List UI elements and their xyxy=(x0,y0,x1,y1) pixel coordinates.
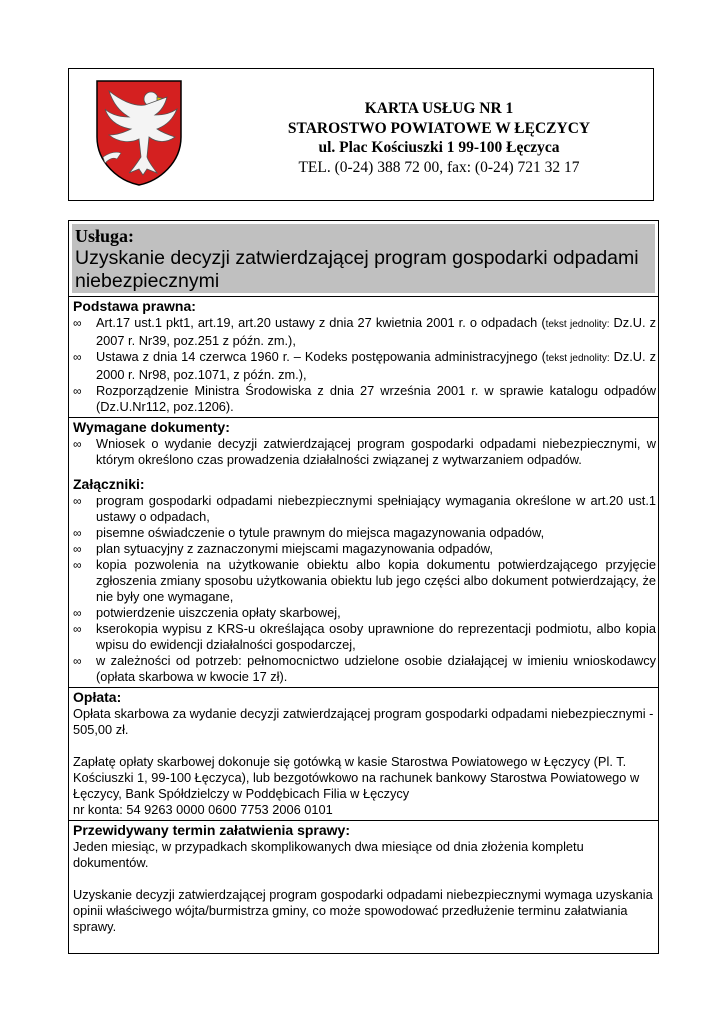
required-docs-list xyxy=(73,436,656,468)
infinity-bullet-icon: ∞ xyxy=(73,542,82,556)
list-item: ∞ Wniosek o wydanie decyzji zatwierdzającej program gospodarki odpadami niebezpiecznymi, w którym określono czas prowadzenia działalności związanej z wytwarzaniem odpadów. xyxy=(73,436,656,467)
header-address: ul. Plac Kościuszki 1 99-100 Łęczyca xyxy=(318,139,560,156)
list-item: ∞ w zależności od potrzeb: pełnomocnictwo udzielone osobie działającej w imieniu wnioskodawcy (opłata skarbowa w kwocie 17 zł). xyxy=(73,653,656,684)
legal-basis-list xyxy=(73,315,656,415)
list-item: ∞ pisemne oświadczenie o tytule prawnym do miejsca magazynowania odpadów, xyxy=(73,525,545,540)
infinity-bullet-icon: ∞ xyxy=(73,437,82,451)
bank-account-text: nr konta: 54 9263 0000 0600 7753 2006 0101 xyxy=(73,802,333,817)
fee-payment-text: Zapłatę opłaty skarbowej dokonuje się gotówką w kasie Starostwa Powiatowego w Łęczycy (Pl. T. Kościuszki 1, 99-100 Łęczyca), lub bezgotówkowo na rachunek bankowy Starostwa Powiatowego w Łęczycy, Bank Spółdzielczy w Poddębicach Filia w Łęczycy xyxy=(73,754,640,801)
list-item: ∞ Ustawa z dnia 14 czerwca 1960 r. – Kodeks postępowania administracyjnego (tekst jednolity: Dz.U. z 2000 r. Nr98, poz.1071, z późn. zm.), xyxy=(73,349,656,382)
legal-basis-section xyxy=(69,296,658,417)
list-item: ∞ kopia pozwolenia na użytkowanie obiektu albo kopia dokumentu potwierdzającego przyjęcie zgłoszenia zmiany sposobu użytkowania obiektu lub jego części albo dokument potwierdzający, że nie były one wymagane, xyxy=(73,557,656,604)
list-item: ∞ kserokopia wypisu z KRS-u określająca osoby uprawnione do reprezentacji podmiotu, albo kopia wpisu do ewidencji działalności gospodarczej, xyxy=(73,621,656,652)
header-contact: TEL. (0-24) 388 72 00, fax: (0-24) 721 32 17 xyxy=(298,158,580,176)
header-office: STAROSTWO POWIATOWE W ŁĘCZYCY xyxy=(287,119,591,137)
list-item: ∞ potwierdzenie uiszczenia opłaty skarbowej, xyxy=(73,605,341,620)
attachments-list xyxy=(73,493,656,685)
infinity-bullet-icon: ∞ xyxy=(73,384,82,398)
fee-title: Opłata: xyxy=(73,689,122,705)
service-card xyxy=(68,220,659,954)
infinity-bullet-icon: ∞ xyxy=(73,558,82,572)
legal-basis-title: Podstawa prawna: xyxy=(73,298,196,314)
list-item: ∞ Art.17 ust.1 pkt1, art.19, art.20 ustawy z dnia 27 kwietnia 2001 r. o odpadach (tekst jednolity: Dz.U. z 2007 r. Nr39, poz.251 z późn. zm.), xyxy=(73,315,656,348)
infinity-bullet-icon: ∞ xyxy=(73,526,82,540)
deadline-title: Przewidywany termin załatwienia sprawy: xyxy=(73,822,350,838)
infinity-bullet-icon: ∞ xyxy=(73,350,82,364)
service-label: Usługa: xyxy=(75,226,135,246)
list-item: ∞ program gospodarki odpadami niebezpiecznymi spełniający wymagania określone w art.20 ust.1 ustawy o odpadach, xyxy=(73,493,656,524)
fee-amount-text: Opłata skarbowa za wydanie decyzji zatwierdzającej program gospodarki odpadami niebezpiecznymi - 505,00 zł. xyxy=(73,706,654,737)
required-docs-section xyxy=(69,417,658,687)
service-title: Uzyskanie decyzji zatwierdzającej program gospodarki odpadami niebezpiecznymi xyxy=(75,247,639,292)
header-title: KARTA USŁUG NR 1 xyxy=(364,100,514,117)
infinity-bullet-icon: ∞ xyxy=(73,316,82,330)
infinity-bullet-icon: ∞ xyxy=(73,606,82,620)
deadline-text: Jeden miesiąc, w przypadkach skomplikowanych dwa miesiące od dnia złożenia kompletu dokumentów. xyxy=(73,839,584,870)
infinity-bullet-icon: ∞ xyxy=(73,622,82,636)
header-box xyxy=(68,68,654,201)
deadline-section xyxy=(69,820,658,937)
fee-section xyxy=(69,687,658,820)
infinity-bullet-icon: ∞ xyxy=(73,494,82,508)
attachments-title: Załączniki: xyxy=(73,476,145,492)
infinity-bullet-icon: ∞ xyxy=(73,654,82,668)
deadline-note-text: Uzyskanie decyzji zatwierdzającej program gospodarki odpadami niebezpiecznymi wymaga uzyskania opinii właściwego wójta/burmistrza gminy, co może spowodować przedłużenie terminu załatwiania sprawy. xyxy=(73,887,653,934)
header-text xyxy=(249,99,629,177)
service-heading xyxy=(72,224,655,293)
coat-of-arms-icon xyxy=(93,77,185,187)
required-docs-title: Wymagane dokumenty: xyxy=(73,419,230,435)
list-item: ∞ plan sytuacyjny z zaznaczonymi miejscami magazynowania odpadów, xyxy=(73,541,493,556)
list-item: ∞ Rozporządzenie Ministra Środowiska z dnia 27 września 2001 r. w sprawie katalogu odpadów (Dz.U.Nr112, poz.1206). xyxy=(73,383,656,414)
